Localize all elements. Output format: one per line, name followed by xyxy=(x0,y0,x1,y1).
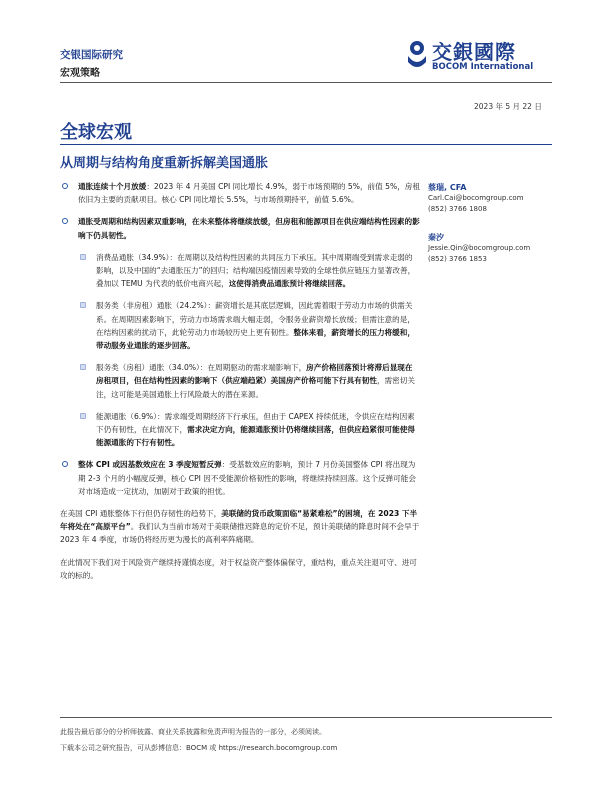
paragraph-bold: 美联储的货币政策面临“易紧难松”的困境，在 2023 下半年将处在“高原平台” xyxy=(60,509,418,532)
report-date: 2023 年 5 月 22 日 xyxy=(474,102,542,111)
paragraph-text: 在美国 CPI 通胀整体下行但仍存韧性的趋势下， xyxy=(60,509,222,519)
sub-bullet-services xyxy=(60,299,420,352)
sub-bullet-icon xyxy=(80,364,86,370)
bullet-inflation-slowing xyxy=(60,180,420,206)
title-divider xyxy=(60,144,552,145)
sub-bullet-text: 能源通胀（6.9%）：需求端受周期经济下行承压，但由于 CAPEX 持续低迷，令供应在结构因素下仍有韧性，在此情况下， xyxy=(96,411,415,435)
analyst-name: 秦汐 xyxy=(428,233,444,242)
bullet-base-effect xyxy=(60,458,420,498)
paragraph-fed-policy xyxy=(60,507,420,547)
analyst-1 xyxy=(428,182,524,215)
sub-bullet-bold: 这使得消费品通胀预计将继续回落。 xyxy=(228,279,351,289)
sub-bullet-energy xyxy=(60,410,420,450)
sub-bullet-text: 服务类（非房租）通胀（24.2%）：薪资增长是其底层逻辑，因此需着眼于劳动力市场的供需关系。在周期因素影响下，劳动力市场需求端大幅走弱，令服务业薪资增长放缓；但需注意的是，在结构因素的扰动下，此轮劳动力市场较历史上更有韧性。 xyxy=(96,301,415,337)
paragraph-strategy xyxy=(60,556,420,582)
section-name: 宏观策略 xyxy=(60,68,100,79)
bullet-heading: 整体 CPI 或因基数效应在 3 季度短暂反弹 xyxy=(78,460,222,470)
sub-bullet-rent xyxy=(60,361,420,401)
bullet-icon xyxy=(62,183,68,189)
sub-bullet-bold: 房产价格回落预计将滞后显现在房租项目，但在结构性因素的影响下（供应端趋紧）美国房产价格可能下行具有韧性 xyxy=(96,363,413,386)
analyst-phone: (852) 3766 1853 xyxy=(428,255,487,263)
bullet-heading: 通胀连续十个月放缓 xyxy=(78,182,147,191)
sub-bullet-goods xyxy=(60,251,420,291)
bocom-logo-icon xyxy=(404,38,430,72)
paragraph-text-end: 。我们认为当前市场对于美联储推迟降息的定价不足，预计美联储的降息时间不会早于 2023 年 4 季度，市场仍将经历更为漫长的高利率阵痛期。 xyxy=(60,522,420,545)
sub-bullet-text-end: ，需密切关注，这可能是美国通胀上行风险最大的潜在来源。 xyxy=(96,376,415,399)
analyst-phone: (852) 3766 1808 xyxy=(428,205,487,213)
sub-bullet-bold: 需求决定方向，能源通胀预计仍将继续回落，但供应趋紧很可能使得能源通胀的下行有韧性。 xyxy=(96,425,415,448)
sub-bullet-icon xyxy=(80,254,86,260)
bullet-icon xyxy=(62,461,68,467)
paragraph-text: 在此情况下我们对于风险资产继续持谨慎态度，对于权益资产整体偏保守，重结构，重点关注退可守、进可攻的标的。 xyxy=(60,557,417,580)
report-title: 全球宏观 xyxy=(60,122,132,143)
analyst-email[interactable]: Jessie.Qin@bocomgroup.com xyxy=(428,244,531,252)
sub-bullet-text: 服务类（房租）通胀（34.0%）：在周期驱动的需求端影响下， xyxy=(96,363,307,373)
sub-bullet-icon xyxy=(80,413,86,419)
bullet-cycle-structure xyxy=(60,215,420,241)
footer-divider xyxy=(60,717,552,718)
analyst-2 xyxy=(428,232,530,265)
sub-bullet-bold: 整体来看，薪资增长的压力将缓和，带动服务业通胀的逐步回落。 xyxy=(96,327,415,351)
header-divider xyxy=(60,82,552,83)
company-name: 交银国际研究 xyxy=(60,49,123,61)
analyst-email[interactable]: Carl.Cai@bocomgroup.com xyxy=(428,194,524,202)
footer-download[interactable]: 下载本公司之研究报告，可从彭博信息：BOCM 或 https://research.bocomgroup.com xyxy=(60,744,338,752)
analyst-name: 蔡瑞, CFA xyxy=(428,183,467,192)
footer-disclaimer: 此报告最后部分的分析师披露、商业关系披露和免责声明为报告的一部分，必须阅读。 xyxy=(60,728,326,736)
bullet-heading: 通胀受周期和结构因素双重影响，在未来整体将继续放缓，但房租和能源项目在供应端结构性因素的影响下仍具韧性。 xyxy=(78,217,420,240)
bullet-icon xyxy=(62,218,68,224)
bullet-text: ：2023 年 4 月美国 CPI 同比增长 4.9%，弱于市场预期的 5%，前值 5%，房租依旧为主要的贡献项目。核心 CPI 同比增长 5.5%，与市场预期持平，前值 5.6%。 xyxy=(78,182,420,205)
logo-chinese: 交銀國際 xyxy=(432,40,516,64)
report-body xyxy=(60,180,420,591)
bullet-text: ：受基数效应的影响，预计 7 月份美国整体 CPI 将出现为期 2-3 个月的小幅度反弹，核心 CPI 因不受能源价格韧性的影响，将继续持续回落。这个反弹可能会对市场造成一定扰动，加剧对于政策的担忧。 xyxy=(78,460,416,496)
logo-english: BOCOM International xyxy=(432,62,534,72)
sub-bullet-icon xyxy=(80,302,86,308)
sub-bullet-text: 消费品通胀（34.9%）：在周期以及结构性因素的共同压力下承压。其中周期端受到需求走弱的影响，以及中国的“去通胀压力”的回归；结构端因疫情因素导致的全球性供应链压力显著改善，叠加以 TEMU 为代表的低价电商兴起， xyxy=(96,252,416,289)
report-subtitle: 从周期与结构角度重新拆解美国通胀 xyxy=(60,156,269,171)
